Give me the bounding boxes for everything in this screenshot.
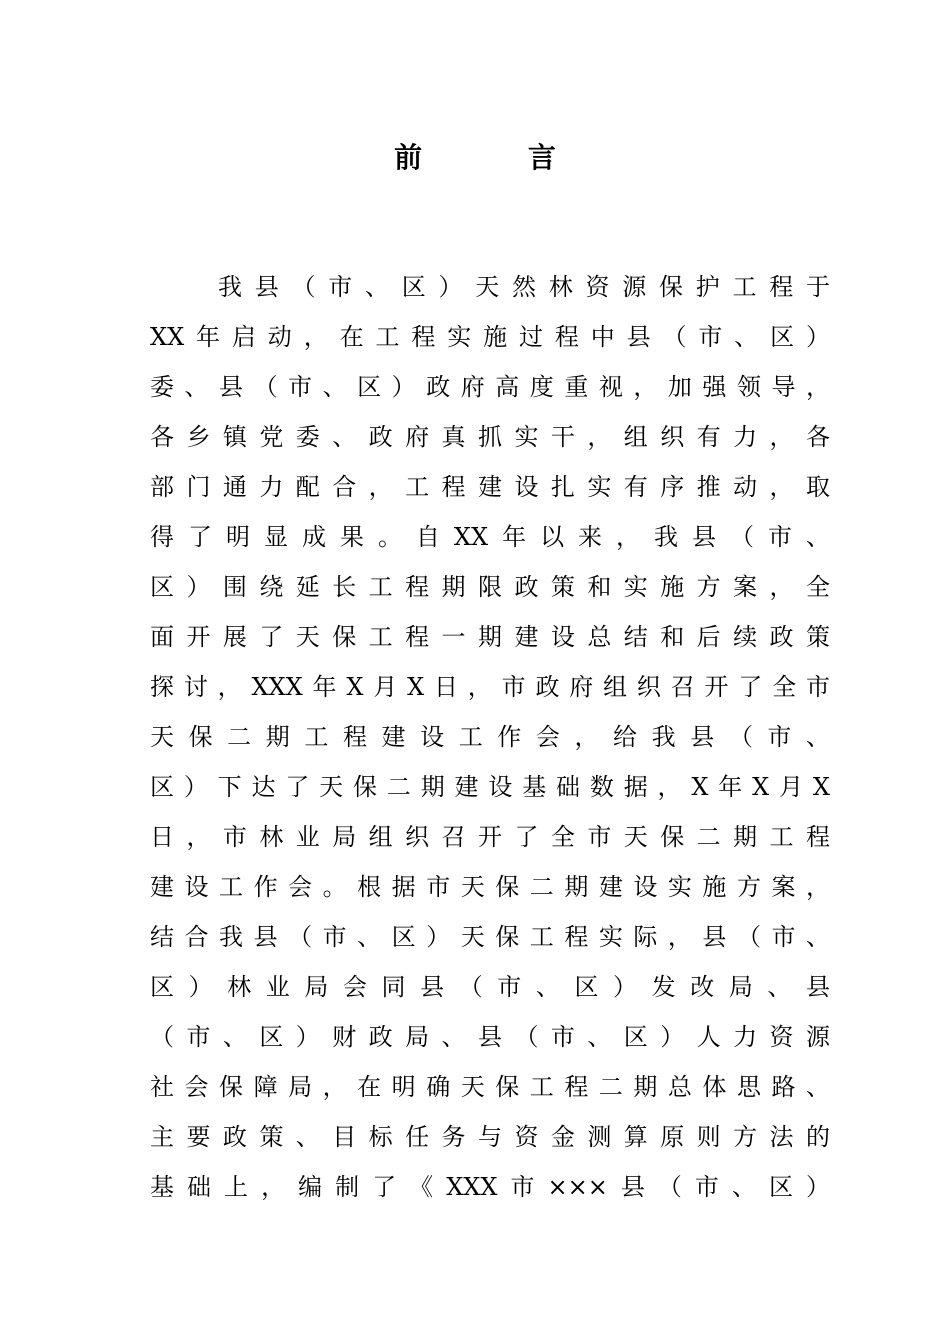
text-line: 日，市林业局组织召开了全市天保二期工程: [150, 823, 830, 851]
text-line: XX年启动，在工程实施过程中县（市、区）: [150, 323, 830, 351]
text-line: 主要政策、目标任务与资金测算原则方法的: [150, 1123, 830, 1151]
text-line: 天保二期工程建设工作会，给我县（市、: [150, 723, 830, 751]
text-line: 得了明显成果。自XX年以来，我县（市、: [150, 523, 830, 551]
text-line: 委、县（市、区）政府高度重视，加强领导，: [150, 373, 830, 401]
text-line: 建设工作会。根据市天保二期建设实施方案，: [150, 873, 830, 901]
text-line: 区）围绕延长工程期限政策和实施方案，全: [150, 573, 830, 601]
text-line: 面开展了天保工程一期建设总结和后续政策: [150, 623, 830, 651]
body-paragraph: [150, 262, 830, 1212]
text-line: （市、区）财政局、县（市、区）人力资源: [150, 1023, 830, 1051]
text-line: 部门通力配合，工程建设扎实有序推动，取: [150, 473, 830, 501]
text-line: 各乡镇党委、政府真抓实干，组织有力，各: [150, 423, 830, 451]
text-line: 区）林业局会同县（市、区）发改局、县: [150, 973, 830, 1001]
text-line: 基础上，编制了《XXX市×××县（市、区）: [150, 1173, 830, 1201]
page-title: 前 言: [394, 141, 604, 174]
text-line: 探讨，XXX年X月X日，市政府组织召开了全市: [150, 673, 830, 701]
text-line: 结合我县（市、区）天保工程实际，县（市、: [150, 923, 830, 951]
text-line: 我县（市、区）天然林资源保护工程于: [218, 273, 830, 301]
text-line: 社会保障局，在明确天保工程二期总体思路、: [150, 1073, 830, 1101]
text-line: 区）下达了天保二期建设基础数据，X年X月X: [150, 773, 830, 801]
